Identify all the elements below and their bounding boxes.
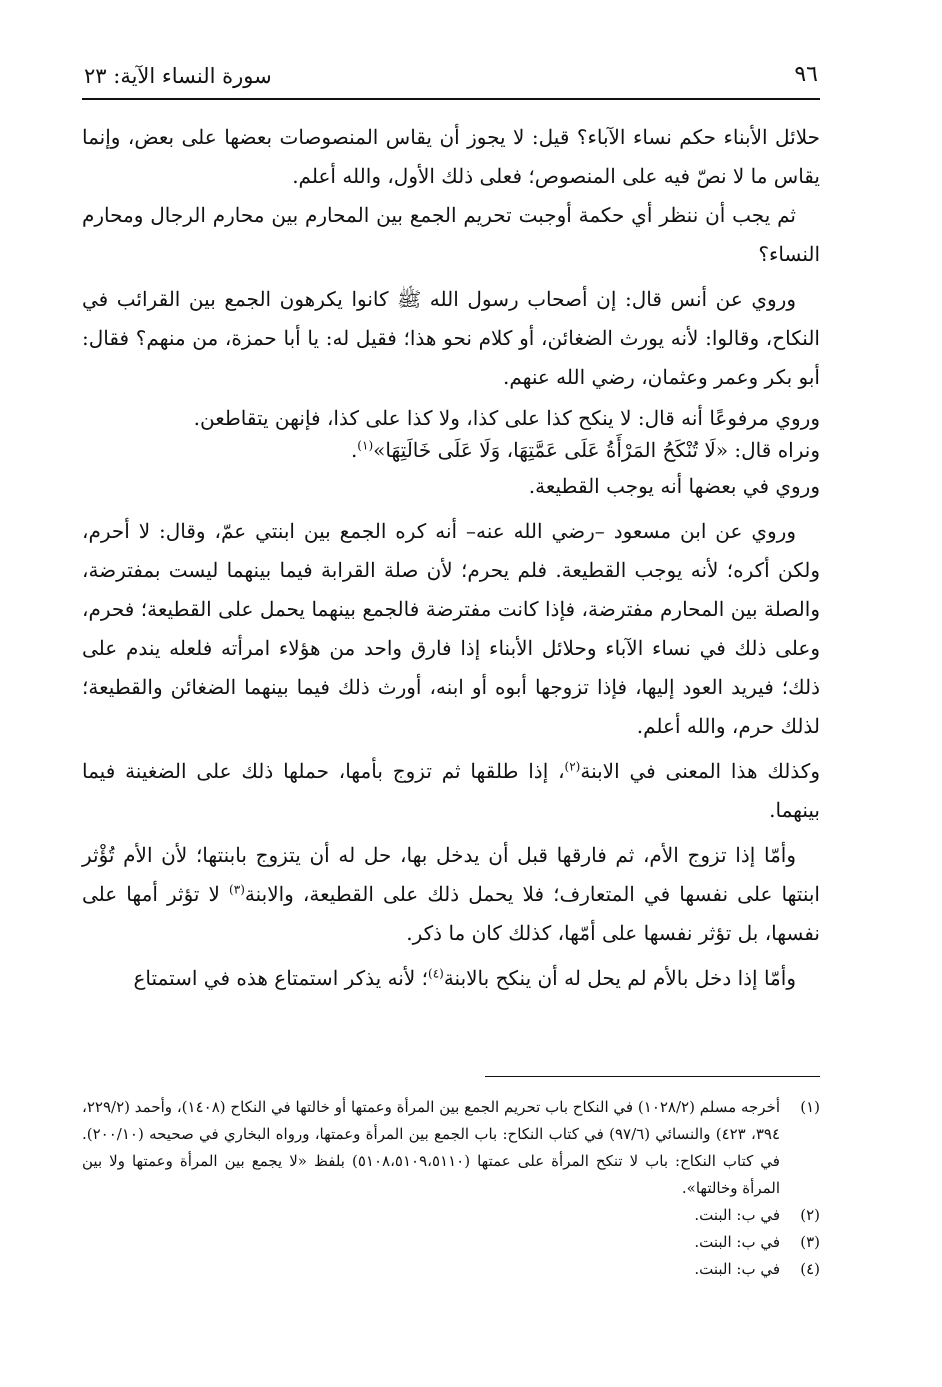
- paragraph: [82, 752, 820, 830]
- footnote-ref: (٣): [229, 882, 245, 897]
- paragraph-text: ؛ لأنه يذكر استمتاع هذه في استمتاع: [133, 966, 428, 990]
- footnote-text: في ب: البنت.: [694, 1206, 780, 1224]
- paragraph-text: ثم يجب أن ننظر أي حكمة أوجبت تحريم الجمع بين المحارم بين محارم الرجال ومحارم النساء؟: [82, 203, 820, 266]
- paragraph: [82, 118, 820, 196]
- paragraph-text: حلائل الأبناء حكم نساء الآباء؟ قيل: لا يجوز أن يقاس المنصوصات بعضها على بعض، وإنما يقاس ما لا نصّ فيه على المنصوص؛ فعلى ذلك الأول، والله أعلم.: [82, 125, 820, 188]
- footnote-text: في ب: البنت.: [694, 1260, 780, 1278]
- paragraph: [82, 836, 820, 953]
- paragraph-text: لا تؤثر أمها على نفسها، بل تؤثر نفسها على أمّها، كذلك كان ما ذكر.: [82, 882, 820, 945]
- footnote-ref: (٤): [428, 966, 444, 981]
- footnote-text: أخرجه مسلم (١٠٢٨/٢) في النكاح باب تحريم الجمع بين المرأة وعمتها أو خالتها في النكاح (١٤٠٨)، وأحمد (٢٢٩/٢، ٣٩٤، ٤٢٣) والنسائي (٩٧/٦) في كتاب النكاح: باب الجمع بين المرأة وعمتها، ورواه البخاري في صحيحه (٢٠٠/١٠). في كتاب النكاح: باب لا تنكح المرأة على عمتها (٥١٠٨،٥١٠٩،٥١١٠) بلفظ «لا يجمع بين المرأة وعمتها ولا بين المرأة وخالتها».: [82, 1098, 781, 1197]
- footnote-number: (١): [800, 1098, 820, 1116]
- footnote: [82, 1229, 820, 1256]
- paragraph: [82, 433, 820, 467]
- running-title: سورة النساء الآية: ٢٣: [84, 64, 272, 88]
- paragraph-text: وأمّا إذا تزوج الأم، ثم فارقها قبل أن يدخل بها، حل له أن يتزوج بابنتها؛ لأن الأم تُؤْثر ابنتها على نفسها في المتعارف؛ فلا يحمل ذلك على القطيعة، والابنة: [82, 843, 820, 906]
- paragraph: [82, 403, 820, 433]
- footnote: [82, 1202, 820, 1229]
- paragraph: [82, 196, 820, 274]
- page-header: [82, 58, 820, 100]
- footnote-number: (٣): [800, 1233, 820, 1251]
- paragraph-text: وكذلك هذا المعنى في الابنة: [580, 759, 820, 783]
- paragraph-text: وروي عن ابن مسعود –رضي الله عنه– أنه كره الجمع بين ابنتي عمّ، وقال: لا أحرم، ولكن أكره؛ لأنه يوجب القطيعة. فلم يحرم؛ لأن صلة القرابة فيما بينهما ليست بمفترضة، والصلة بين المحارم مفترضة، فإذا كانت مفترضة فالجمع بينهما يحمل على القطيعة؛ فحرم، وعلى ذلك في نساء الآباء وحلائل الأبناء إذا فارق واحد من هؤلاء امرأته فلعله يندم على ذلك؛ فيريد العود إليها، فإذا تزوجها أبوه أو ابنه، أورث ذلك فيما بينهما الضغائن والقطيعة؛ لذلك حرم، والله أعلم.: [82, 519, 820, 738]
- footnote-ref: (١): [357, 438, 374, 453]
- paragraph: [82, 280, 820, 397]
- paragraph-text: ، إذا طلقها ثم تزوج بأمها، حملها ذلك على الضغينة فيما بينهما.: [82, 759, 820, 822]
- paragraph: [82, 959, 820, 998]
- paragraph-text: وأمّا إذا دخل بالأم لم يحل له أن ينكح بالابنة: [443, 966, 796, 990]
- paragraph: [82, 467, 820, 506]
- footnote-ref: (٢): [564, 759, 581, 774]
- footnote-number: (٤): [800, 1260, 820, 1278]
- footnote-text: في ب: البنت.: [694, 1233, 780, 1251]
- footnote-divider: [485, 1076, 820, 1077]
- paragraph-text: ونراه قال: «لَا تُنْكَحُ المَرْأَةُ عَلَى عَمَّتِهَا، وَلَا عَلَى خَالَتِهَا»: [373, 438, 820, 462]
- page-number: ٩٦: [794, 62, 818, 87]
- main-text: [82, 118, 820, 1004]
- footnotes: [82, 1094, 820, 1283]
- footnote-number: (٢): [800, 1206, 820, 1224]
- paragraph-text: .: [350, 438, 358, 462]
- paragraph: [82, 512, 820, 746]
- paragraph-text: وروي في بعضها أنه يوجب القطيعة.: [528, 474, 820, 498]
- paragraph-text: وروي عن أنس قال: إن أصحاب رسول الله ﷺ كانوا يكرهون الجمع بين القرائب في النكاح، وقالوا: لأنه يورث الضغائن، أو كلام نحو هذا؛ فقيل له: يا أبا حمزة، من منهم؟ فقال: أبو بكر وعمر وعثمان، رضي الله عنهم.: [82, 287, 820, 389]
- paragraph-text: وروي مرفوعًا أنه قال: لا ينكح كذا على كذا، ولا كذا على كذا، فإنهن يتقاطعن.: [193, 406, 820, 430]
- footnote: [82, 1094, 820, 1202]
- footnote: [82, 1256, 820, 1283]
